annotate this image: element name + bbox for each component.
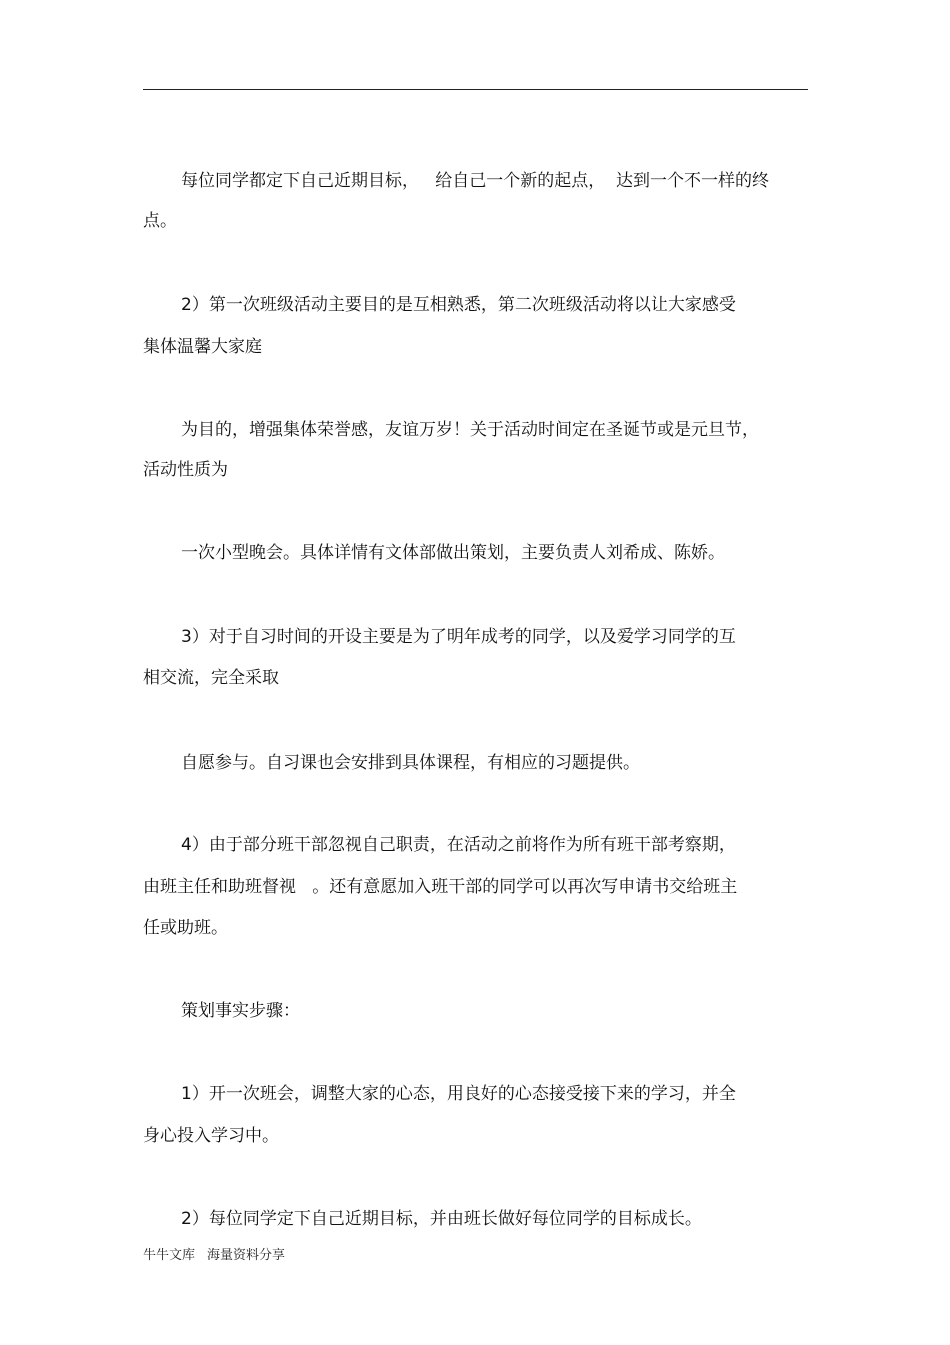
section-heading: 策划事实步骤： <box>181 1001 300 1021</box>
paragraph-line: 为目的，增强集体荣誉感，友谊万岁！关于活动时间定在圣诞节或是元旦节， <box>181 420 759 440</box>
paragraph-line: 2）第一次班级活动主要目的是互相熟悉，第二次班级活动将以让大家感受 <box>181 295 736 315</box>
paragraph-line: 4）由于部分班干部忽视自己职责，在活动之前将作为所有班干部考察期， <box>181 835 736 855</box>
header-rule <box>143 89 808 90</box>
footer-slogan: 海量资料分享 <box>207 1248 286 1263</box>
paragraph-line: 每位同学都定下自己近期目标， 给自己一个新的起点， 达到一个不一样的终 <box>181 171 770 191</box>
paragraph-line: 身心投入学习中。 <box>143 1126 279 1146</box>
paragraph-line: 自愿参与。自习课也会安排到具体课程，有相应的习题提供。 <box>181 753 640 773</box>
page-footer <box>143 1247 285 1265</box>
paragraph-line: 1）开一次班会，调整大家的心态，用良好的心态接受接下来的学习，并全 <box>181 1084 736 1104</box>
paragraph-line: 3）对于自习时间的开设主要是为了明年成考的同学，以及爱学习同学的互 <box>181 627 736 647</box>
paragraph-line: 一次小型晚会。具体详情有文体部做出策划，主要负责人刘希成、陈娇。 <box>181 543 725 563</box>
paragraph-line: 点。 <box>143 211 177 231</box>
paragraph-line: 由班主任和助班督视 。还有意愿加入班干部的同学可以再次写申请书交给班主 <box>143 877 738 897</box>
paragraph-line: 任或助班。 <box>143 918 228 938</box>
paragraph-line: 活动性质为 <box>143 460 228 480</box>
footer-site-name: 牛牛文库 <box>143 1248 196 1263</box>
paragraph-line: 集体温馨大家庭 <box>143 337 262 357</box>
paragraph-line: 相交流，完全采取 <box>143 668 279 688</box>
paragraph-line: 2）每位同学定下自己近期目标，并由班长做好每位同学的目标成长。 <box>181 1209 702 1229</box>
